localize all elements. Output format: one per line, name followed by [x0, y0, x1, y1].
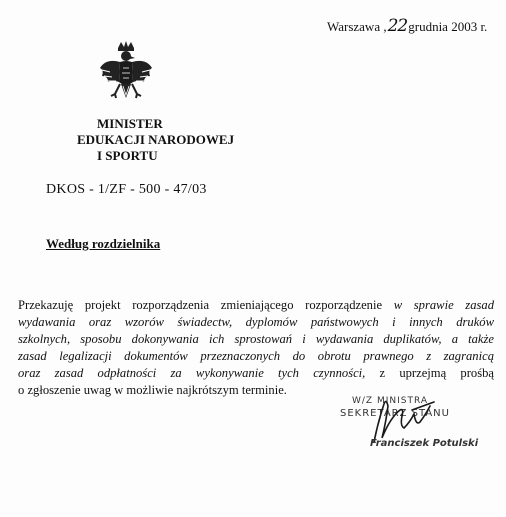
- date-line: [327, 16, 487, 36]
- stamp-line-2: SEKRETARZ STANU: [340, 408, 450, 419]
- body-line-3: [18, 331, 494, 348]
- date-month-year: grudnia 2003 r.: [408, 19, 488, 34]
- body-line-4-italic: zasad legalizacji dokumentów przeznaczonych do obrotu prawnego z zagranicą: [18, 349, 494, 363]
- recipient-line: Według rozdzielnika: [46, 236, 161, 251]
- body-line-2: [18, 314, 494, 331]
- body-line-1: [18, 297, 494, 314]
- polish-eagle-icon: [96, 40, 156, 106]
- body-line-1-text: Przekazuję projekt rozporządzenia zmieniającego rozporządzenie: [18, 298, 394, 312]
- body-line-5-italic: oraz zasad odpłatności za wykonywanie tych czynności,: [18, 366, 366, 380]
- date-place: Warszawa ,: [327, 19, 387, 34]
- reference-number: DKOS - 1/ZF - 500 - 47/03: [46, 182, 207, 197]
- date-day: 22: [387, 16, 408, 36]
- body-line-1-italic: w sprawie zasad: [393, 298, 494, 312]
- body-line-6: o zgłoszenie uwag w możliwie najkrótszym terminie.: [18, 383, 287, 397]
- ministry-line-2: EDUKACJI NARODOWEJ: [77, 132, 235, 147]
- signature-block: [340, 392, 500, 462]
- body-line-3-italic: szkolnych, sposobu dokonywania ich sprostowań i wydawania duplikatów, a także: [18, 332, 494, 346]
- letter-body: [18, 297, 494, 399]
- body-line-4: [18, 348, 494, 365]
- body-line-5-text: z uprzejmą prośbą: [365, 366, 494, 380]
- ministry-line-1: MINISTER: [97, 116, 163, 131]
- body-line-2-italic: wydawania oraz wzorów świadectw, dyplomów państwowych i innych druków: [18, 315, 494, 329]
- ministry-heading: [77, 116, 234, 164]
- stamp-line-1: W/Z MINISTRA: [352, 396, 429, 406]
- body-line-5: [18, 365, 494, 382]
- signatory-name: Franciszek Potulski: [370, 438, 479, 449]
- ministry-line-3: I SPORTU: [97, 148, 158, 163]
